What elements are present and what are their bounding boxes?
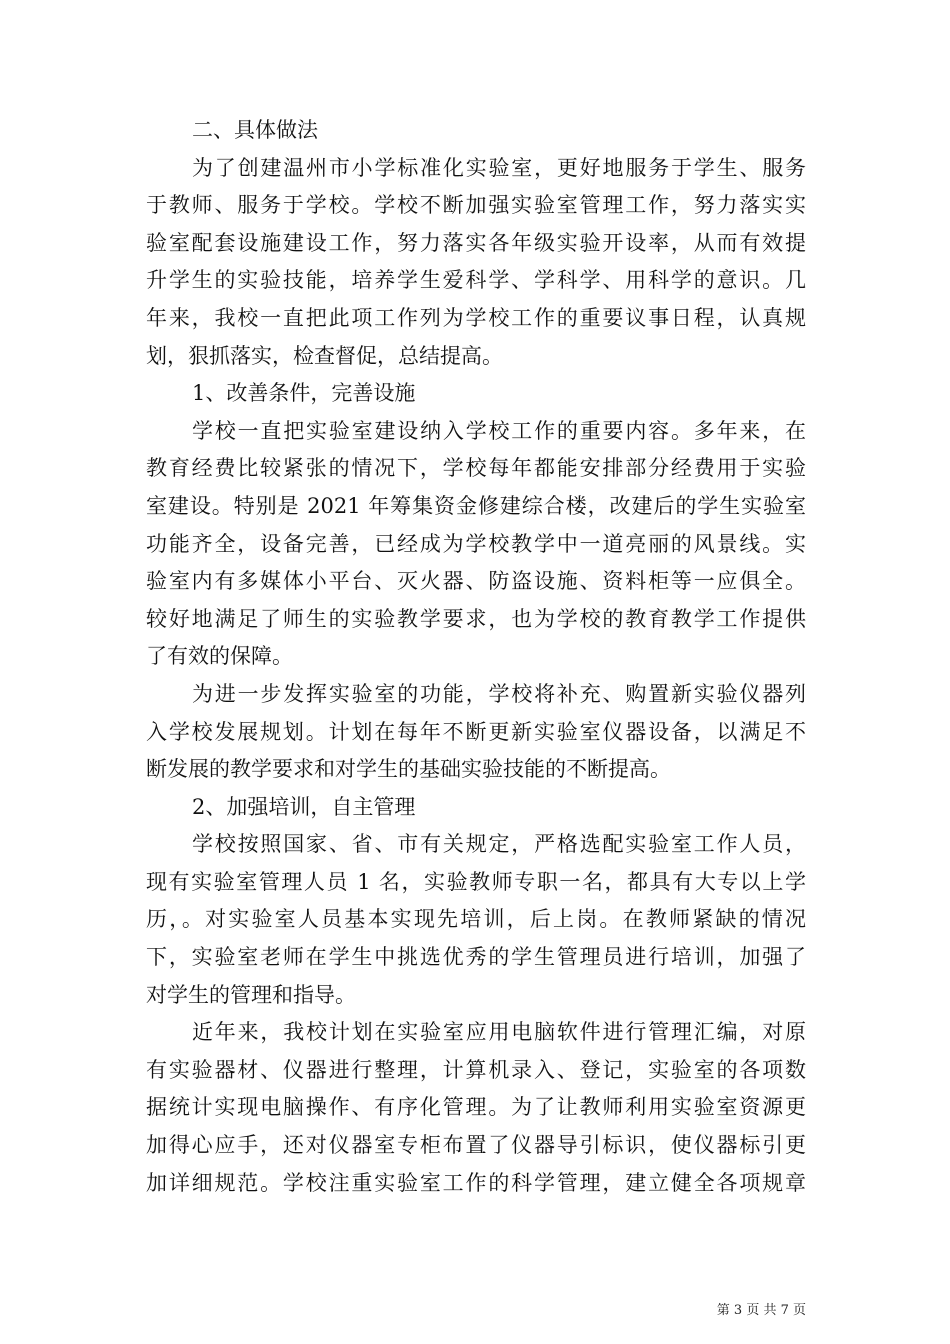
text-line: 2、加强培训，自主管理	[192, 794, 416, 819]
text-line: 1、改善条件，完善设施	[192, 381, 416, 406]
text-line: 为了创建温州市小学标准化实验室，更好地服务于学生、服务	[192, 155, 806, 180]
text-line: 于教师、服务于学校。学校不断加强实验室管理工作，努力落实实	[146, 193, 806, 218]
text-line: 了有效的保障。	[146, 644, 293, 669]
text-line: 较好地满足了师生的实验教学要求，也为学校的教育教学工作提供	[146, 606, 806, 631]
text-line: 有实验器材、仪器进行整理，计算机录入、登记，实验室的各项数	[146, 1057, 806, 1082]
text-line: 对学生的管理和指导。	[146, 982, 356, 1007]
page-number: 第 3 页 共 7 页	[716, 1303, 806, 1318]
text-line: 入学校发展规划。计划在每年不断更新实验室仪器设备，以满足不	[146, 719, 806, 744]
text-line: 升学生的实验技能，培养学生爱科学、学科学、用科学的意识。几	[146, 268, 806, 293]
text-line: 年来，我校一直把此项工作列为学校工作的重要议事日程，认真规	[146, 305, 806, 330]
text-line: 功能齐全，设备完善，已经成为学校教学中一道亮丽的风景线。实	[146, 531, 806, 556]
text-line: 历，。对实验室人员基本实现先培训，后上岗。在教师紧缺的情况	[146, 907, 806, 932]
document-body	[146, 112, 806, 1202]
text-line: 验室配套设施建设工作，努力落实各年级实验开设率，从而有效提	[146, 230, 806, 255]
text-line: 据统计实现电脑操作、有序化管理。为了让教师利用实验室资源更	[146, 1095, 806, 1120]
text-line: 近年来，我校计划在实验室应用电脑软件进行管理汇编，对原	[192, 1020, 806, 1045]
text-line: 下，实验室老师在学生中挑选优秀的学生管理员进行培训，加强了	[146, 945, 806, 970]
text-line: 加详细规范。学校注重实验室工作的科学管理，建立健全各项规章	[146, 1170, 806, 1195]
text-line: 教育经费比较紧张的情况下，学校每年都能安排部分经费用于实验	[146, 456, 806, 481]
text-line: 室建设。特别是 2021 年筹集资金修建综合楼，改建后的学生实验室	[146, 493, 806, 518]
text-line: 学校按照国家、省、市有关规定，严格选配实验室工作人员，	[192, 832, 806, 857]
text-line: 二、具体做法	[192, 118, 318, 142]
text-line: 为进一步发挥实验室的功能，学校将补充、购置新实验仪器列	[192, 681, 806, 706]
text-line: 划，狠抓落实，检查督促，总结提高。	[146, 343, 503, 368]
text-line: 学校一直把实验室建设纳入学校工作的重要内容。多年来，在	[192, 418, 806, 443]
text-line: 验室内有多媒体小平台、灭火器、防盗设施、资料柜等一应俱全。	[146, 569, 806, 594]
text-line: 现有实验室管理人员 1 名，实验教师专职一名，都具有大专以上学	[146, 869, 806, 894]
text-line: 断发展的教学要求和对学生的基础实验技能的不断提高。	[146, 757, 671, 782]
text-line: 加得心应手，还对仪器室专柜布置了仪器导引标识，使仪器标引更	[146, 1133, 806, 1158]
